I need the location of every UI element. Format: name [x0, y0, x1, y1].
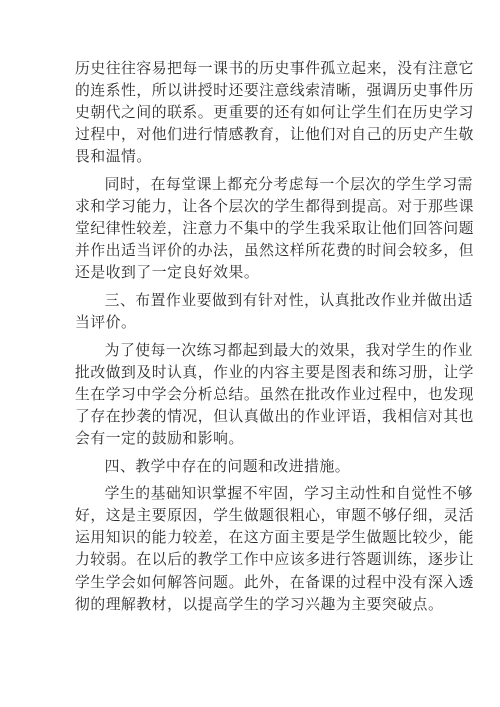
text-line: 批改做到及时认真，作业的内容主要是图表和练习册，让学 — [75, 363, 475, 381]
text-line: 力较弱。在以后的教学工作中应该多进行答题训练，逐步让 — [75, 551, 475, 569]
text-line: 史朝代之间的联系。更重要的还有如何让学生们在历史学习 — [75, 104, 475, 122]
text-line: 历史往往容易把每一课书的历史事件孤立起来，没有注意它 — [75, 60, 475, 77]
text-line: 为了使每一次练习都起到最大的效果，我对学生的作业 — [104, 341, 473, 359]
text-line: 畏和温情。 — [75, 148, 152, 166]
text-line: 彻的理解教材，以提高学生的学习兴趣为主要突破点。 — [75, 595, 444, 613]
text-line: 好，这是主要原因，学生做题很粗心，审题不够仔细，灵活 — [75, 507, 475, 525]
text-line: 求和学习能力，让各个层次的学生都得到提高。对于那些课 — [75, 198, 475, 216]
section-heading-homework — [75, 290, 473, 334]
text-line: 了存在抄袭的情况，但认真做出的作业评语，我相信对其也 — [75, 407, 475, 425]
text-line: 还是收到了一定良好效果。 — [75, 264, 260, 282]
text-line: 会有一定的鼓励和影响。 — [75, 430, 244, 447]
text-line: 过程中，对他们进行情感教育，让他们对自己的历史产生敬 — [75, 126, 475, 144]
text-line: 学生的基础知识掌握不牢固，学习主动性和自觉性不够 — [104, 485, 473, 503]
text-line: 四、教学中存在的问题和改进措施。 — [104, 457, 351, 475]
text-line: 堂纪律性较差，注意力不集中的学生我采取让他们回答问题 — [75, 220, 475, 238]
text-line: 的连系性，所以讲授时还要注意线索清晰，强调历史事件历 — [75, 82, 475, 100]
text-line: 三、布置作业要做到有针对性，认真批改作业并做出适 — [104, 291, 473, 309]
section-heading-problems — [75, 456, 431, 478]
document-body — [75, 58, 475, 616]
text-line: 同时，在每堂课上都充分考虑每一个层次的学生学习需 — [104, 175, 473, 193]
paragraph-problems-improvements — [75, 483, 475, 616]
paragraph-homework-grading — [75, 340, 475, 450]
paragraph-history-connections — [75, 58, 475, 168]
text-line: 生在学习中学会分析总结。虽然在批改作业过程中，也发现 — [75, 385, 475, 403]
text-line: 学生学会如何解答问题。此外，在备课的过程中没有深入透 — [75, 573, 475, 591]
paragraph-tiered-learning — [75, 174, 475, 284]
text-line: 并作出适当评价的办法，虽然这样所花费的时间会较多，但 — [75, 242, 475, 260]
text-line: 运用知识的能力较差，在这方面主要是学生做题比较少，能 — [75, 529, 475, 547]
text-line: 当评价。 — [75, 314, 137, 332]
